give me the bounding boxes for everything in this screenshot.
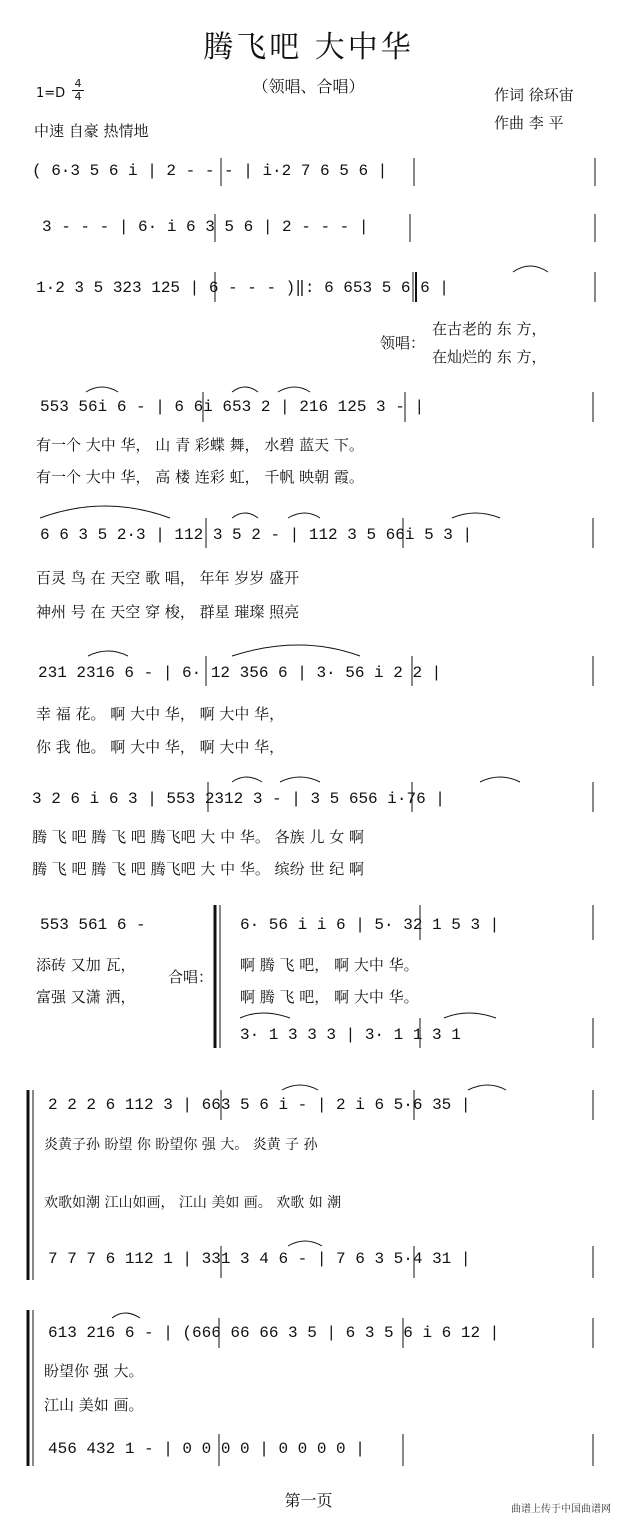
score-row-8-chorus-lyrics-verse-1: 啊 腾 飞 吧， 啊 大中 华。 xyxy=(240,956,419,974)
time-signature-bottom: 4 xyxy=(74,90,82,103)
score-row-5-notes: 6 6 3 5 2·3 | 112 3 5 2 - | 112 3 5 66i 5 3 | xyxy=(40,526,473,544)
song-title: 腾飞吧 大中华 xyxy=(203,30,414,65)
page-number: 第一页 xyxy=(284,1491,333,1510)
score-row-7-lyrics-verse-2: 腾 飞 吧 腾 飞 吧 腾飞吧 大 中 华。 缤纷 世 纪 啊 xyxy=(32,860,364,878)
site-credit: 曲谱上传于中国曲谱网 xyxy=(511,1504,611,1515)
lyricist: 作词 徐环宙 xyxy=(494,86,574,104)
score-row-3-lyrics-verse-1: 在古老的 东 方， xyxy=(432,320,547,338)
score-row-6-notes: 231 2316 6 - | 6· 12 356 6 | 3· 56 i 2 2 | xyxy=(38,664,442,682)
chorus-label: 合唱： xyxy=(168,968,214,986)
score-row-8-notes: 553 561 6 - xyxy=(40,916,146,934)
score-row-9-lower-part: 7 7 7 6 112 1 | 331 3 4 6 - | 7 6 3 5·4 31 | xyxy=(48,1250,471,1268)
score-row-5-lyrics-verse-1: 百灵 鸟 在 天空 歌 唱， 年年 岁岁 盛开 xyxy=(36,569,300,587)
song-subtitle: （领唱、合唱） xyxy=(252,77,365,96)
score-row-10-notes: 613 216 6 - | (666 66 66 3 5 | 6 3 5 6 i 6 12 | xyxy=(48,1324,500,1342)
score-row-4-lyrics-verse-1: 有一个 大中 华， 山 青 彩蝶 舞， 水碧 蓝天 下。 xyxy=(36,436,364,454)
score-row-8-lyrics-verse-1: 添砖 又加 瓦， xyxy=(36,956,136,974)
score-row-3-notes: 1·2 3 5 323 125 | 6 - - - )‖: 6 653 5 6 6 | xyxy=(36,279,449,297)
score-row-9-lyrics-verse-2: 欢歌如潮 江山如画， 江山 美如 画。 欢歌 如 潮 xyxy=(44,1195,342,1211)
score-row-8-lyrics-verse-2: 富强 又潇 洒， xyxy=(36,988,136,1006)
tempo-marking: 中速 自豪 热情地 xyxy=(34,122,149,140)
score-row-9-notes: 2 2 2 6 112 3 | 663 5 6 i - | 2 i 6 5·6 35 | xyxy=(48,1096,471,1114)
score-row-6-lyrics-verse-1: 幸 福 花。 啊 大中 华， 啊 大中 华， xyxy=(36,705,285,723)
score-row-9-lyrics-verse-1: 炎黄子孙 盼望 你 盼望你 强 大。 炎黄 子 孙 xyxy=(44,1137,318,1153)
score-row-7-lyrics-verse-1: 腾 飞 吧 腾 飞 吧 腾飞吧 大 中 华。 各族 儿 女 啊 xyxy=(32,828,364,846)
key-signature: 1=D xyxy=(36,86,66,101)
score-row-4-notes: 553 56i 6 - | 6 6i 653 2 | 216 125 3 - | xyxy=(40,398,425,416)
score-row-1-notes: ( 6·3 5 6 i | 2 - - - | i·2 7 6 5 6 | xyxy=(32,162,388,180)
lead-vocal-label: 领唱： xyxy=(380,334,426,352)
score-row-8-lower-part: 3· 1 3 3 3 | 3· 1 1 3 1 xyxy=(240,1026,461,1044)
score-row-5-lyrics-verse-2: 神州 号 在 天空 穿 梭， 群星 璀璨 照亮 xyxy=(36,603,300,621)
score-row-10-lower-part: 456 432 1 - | 0 0 0 0 | 0 0 0 0 | xyxy=(48,1440,365,1458)
score-row-7-notes: 3 2 6 i 6 3 | 553 2312 3 - | 3 5 656 i·76 | xyxy=(32,790,445,808)
score-row-6-lyrics-verse-2: 你 我 他。 啊 大中 华， 啊 大中 华， xyxy=(36,738,285,756)
composer: 作曲 李 平 xyxy=(494,114,564,132)
score-row-2-notes: 3 - - - | 6· i 6 3 5 6 | 2 - - - | xyxy=(42,218,369,236)
score-row-10-lyrics-verse-1: 盼望你 强 大。 xyxy=(44,1362,144,1380)
score-row-4-lyrics-verse-2: 有一个 大中 华， 高 楼 连彩 虹， 千帆 映朝 霞。 xyxy=(36,468,364,486)
time-signature-top: 4 xyxy=(74,77,82,90)
score-row-8-chorus-notes: 6· 56 i i 6 | 5· 32 1 5 3 | xyxy=(240,916,500,934)
score-row-3-lyrics-verse-2: 在灿烂的 东 方， xyxy=(432,348,547,366)
score-row-10-lyrics-verse-2: 江山 美如 画。 xyxy=(44,1396,144,1414)
score-row-8-chorus-lyrics-verse-2: 啊 腾 飞 吧， 啊 大中 华。 xyxy=(240,988,419,1006)
